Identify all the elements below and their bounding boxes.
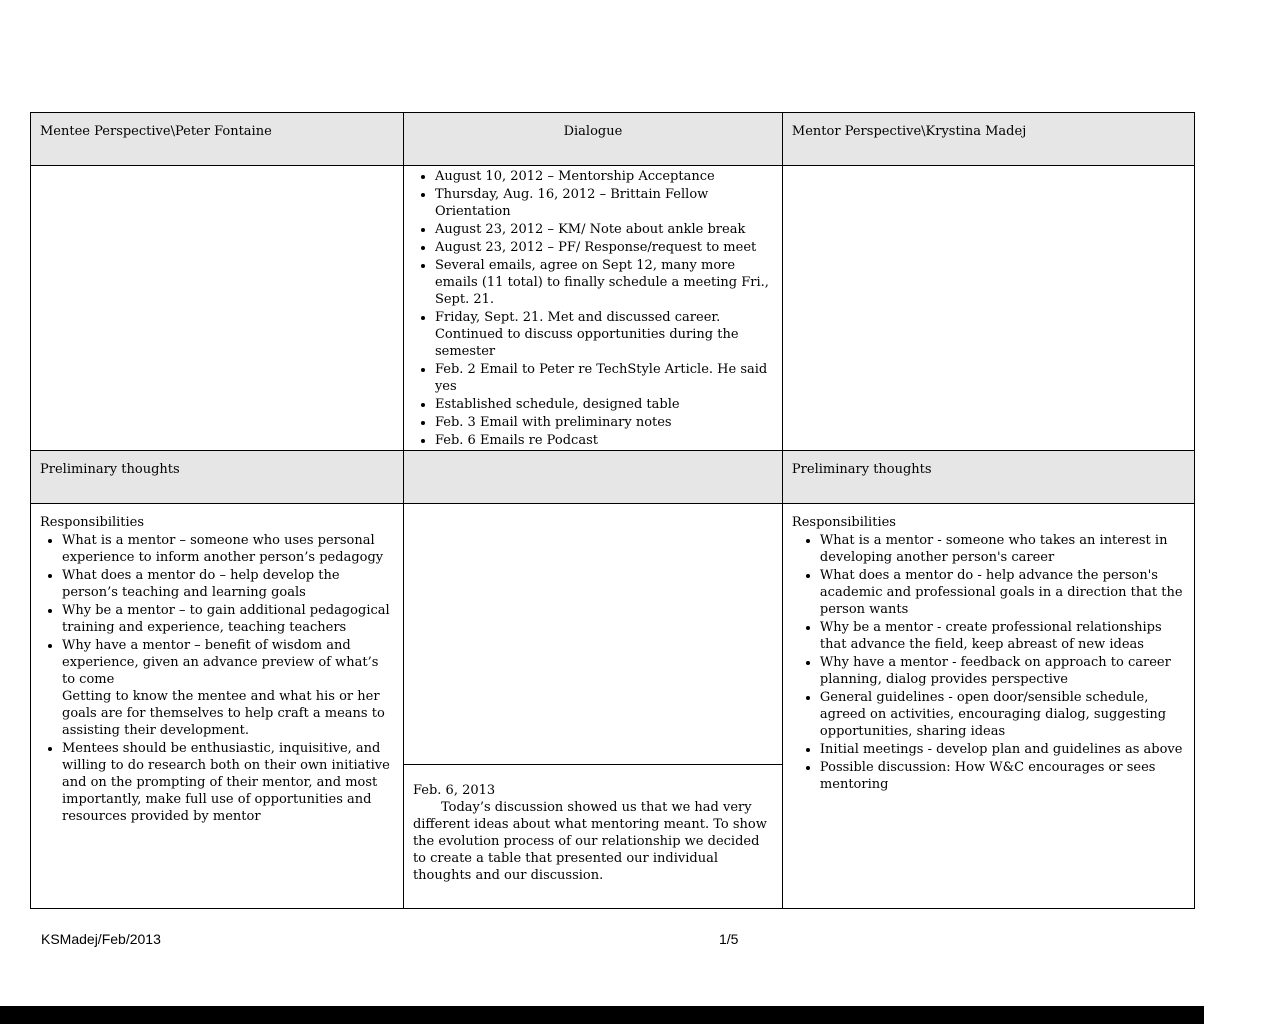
- list-item: • Possible discussion: How W&C encourages or sees mentoring: [820, 759, 1185, 793]
- bottom-bar: [0, 1006, 1204, 1024]
- mentee-header-cell: [31, 113, 404, 166]
- mentee-header: Mentee Perspective\Peter Fontaine: [40, 124, 272, 139]
- mentor-header: Mentor Perspective\Krystina Madej: [791, 124, 1027, 139]
- dialogue-note: [404, 765, 782, 884]
- list-item: • What is a mentor - someone who takes an interest in developing another person's career: [820, 532, 1185, 566]
- dialogue-list: [404, 168, 776, 449]
- dialogue-section-cell: [403, 451, 782, 504]
- list-item: • What is a mentor – someone who uses personal experience to inform another person’s pedagogy: [62, 532, 394, 566]
- list-item: • August 10, 2012 – Mentorship Acceptance: [435, 168, 776, 185]
- dialogue-header-cell: [403, 113, 782, 166]
- mentee-responsibilities-list: [40, 532, 394, 825]
- list-item: • Why be a mentor - create professional relationships that advance the field, keep abreast of new ideas: [820, 619, 1185, 653]
- list-item: • August 23, 2012 – PF/ Response/request to meet: [435, 239, 776, 256]
- list-item: • General guidelines - open door/sensible schedule, agreed on activities, encouraging dialog, suggesting opportunities, sharing ideas: [820, 689, 1185, 740]
- mentor-section-title: Preliminary thoughts: [791, 462, 932, 477]
- section-row: [31, 451, 1195, 504]
- page-number: 1/5: [719, 931, 739, 947]
- dialogue-header: Dialogue: [563, 124, 623, 139]
- list-item: • Mentees should be enthusiastic, inquisitive, and willing to do research both on their own initiative and on the prompting of their mentor, and most importantly, make full use of opportunities and resources provided by mentor: [62, 740, 394, 825]
- list-item: • Why have a mentor - feedback on approach to career planning, dialog provides perspective: [820, 654, 1185, 688]
- mentee-responsibilities-cell: [31, 504, 404, 909]
- list-item-text: Why have a mentor – benefit of wisdom and experience, given an advance preview of what’s to come: [62, 638, 379, 687]
- list-item: • What does a mentor do – help develop the person’s teaching and learning goals: [62, 567, 394, 601]
- mentee-section-cell: [31, 451, 404, 504]
- mentor-responsibilities-cell: [782, 504, 1194, 909]
- list-item: • Established schedule, designed table: [435, 396, 776, 413]
- list-item: • Friday, Sept. 21. Met and discussed career. Continued to discuss opportunities during the semester: [435, 309, 776, 360]
- note-date: Feb. 6, 2013: [412, 783, 496, 798]
- list-item: • Several emails, agree on Sept 12, many more emails (11 total) to finally schedule a meeting Fri., Sept. 21.: [435, 257, 776, 308]
- list-item: • Why be a mentor – to gain additional pedagogical training and experience, teaching teachers: [62, 602, 394, 636]
- mentorship-table: [30, 112, 1195, 909]
- dialogue-timeline-cell: [403, 166, 782, 451]
- list-item: • What does a mentor do - help advance the person's academic and professional goals in a direction that the person wants: [820, 567, 1185, 618]
- header-row: [31, 113, 1195, 166]
- list-item: • August 23, 2012 – KM/ Note about ankle break: [435, 221, 776, 238]
- mentee-section-title: Preliminary thoughts: [40, 462, 180, 477]
- mentee-timeline-cell: [31, 166, 404, 451]
- responsibilities-row: [31, 504, 1195, 909]
- list-item: • Thursday, Aug. 16, 2012 – Brittain Fellow Orientation: [435, 186, 776, 220]
- timeline-row: [31, 166, 1195, 451]
- mentor-section-cell: [782, 451, 1194, 504]
- list-item: • Feb. 3 Email with preliminary notes: [435, 414, 776, 431]
- dialogue-notes-cell: [403, 504, 782, 909]
- mentor-timeline-cell: [782, 166, 1194, 451]
- list-item: • Initial meetings - develop plan and guidelines as above: [820, 741, 1185, 758]
- mentor-header-cell: [782, 113, 1194, 166]
- mentee-responsibilities-heading: Responsibilities: [40, 515, 145, 530]
- dialogue-blank-area: [404, 504, 782, 765]
- mentor-responsibilities-list: [792, 532, 1185, 793]
- list-item-extra: Getting to know the mentee and what his or her goals are for themselves to help craft a means to assisting their development.: [62, 689, 385, 738]
- footer-author-date: KSMadej/Feb/2013: [41, 931, 161, 947]
- list-item: [62, 637, 394, 739]
- list-item: • Feb. 2 Email to Peter re TechStyle Article. He said yes: [435, 361, 776, 395]
- mentor-responsibilities-heading: Responsibilities: [791, 515, 896, 530]
- list-item: • Feb. 6 Emails re Podcast: [435, 432, 776, 449]
- note-body: Today’s discussion showed us that we had very different ideas about what mentoring meant. To show the evolution process of our relationship we decided to create a table that presented our individual thoughts and our discussion.: [412, 800, 767, 883]
